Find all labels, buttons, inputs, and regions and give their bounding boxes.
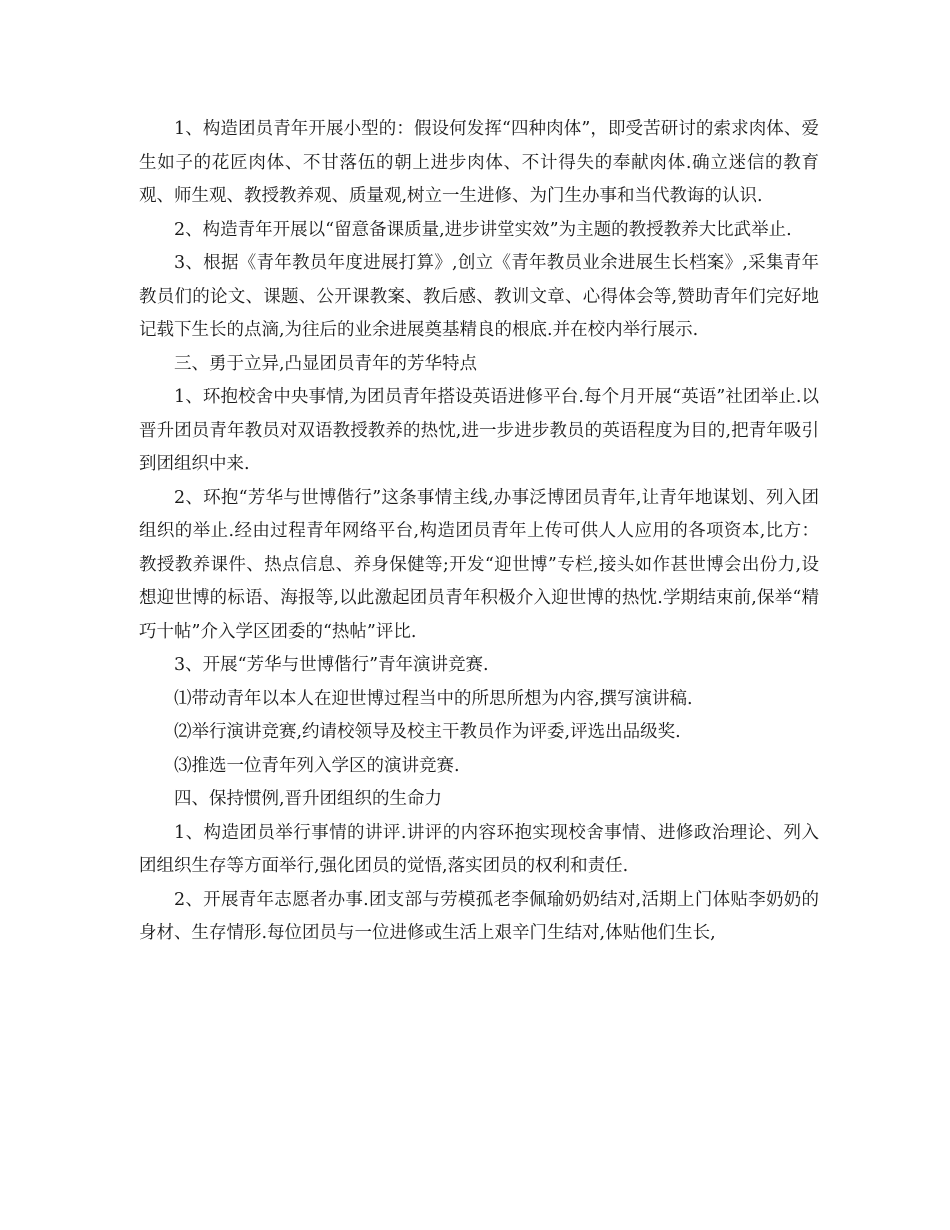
paragraph-3: 3、根据《青年教员年度进展打算》,创立《青年教员业余进展生长档案》,采集青年教员们的论文、课题、公开课教案、教后感、教训文章、心得体会等,赞助青年们完好地记载下生长的点滴,为往后的业余进展奠基精良的根底.并在校内举行展示.	[139, 253, 819, 340]
section-heading-4: 四、保持惯例,晋升团组织的生命力	[174, 789, 443, 809]
list-item-1: ⑴带动青年以本人在迎世博过程当中的所思所想为内容,撰写演讲稿.	[174, 688, 693, 709]
paragraph-2: 2、构造青年开展以“留意备课质量,进步讲堂实效”为主题的教授教养大比武举止.	[174, 219, 792, 240]
paragraph-4: 1、环抱校舍中央事情,为团员青年搭设英语进修平台.每个月开展“英语”社团举止.以晋升团员青年教员对双语教授教养的热忱,进一步进步教员的英语程度为目的,把青年吸引到团组织中来.	[139, 387, 819, 474]
paragraph-6: 3、开展“芳华与世博偕行”青年演讲竞赛.	[174, 655, 489, 675]
section-heading-3: 三、勇于立异,凸显团员青年的芳华特点	[174, 353, 478, 374]
paragraph-1: 1、构造团员青年开展小型的：假设何发挥“四种肉体”，即受苦研讨的索求肉体、爱生如子的花匠肉体、不甘落伍的朝上进步肉体、不计得失的奉献肉体.确立迷信的教育观、师生观、教授教养观、质量观,树立一生进修、为门生办事和当代教诲的认识.	[139, 119, 819, 206]
paragraph-7: 1、构造团员举行事情的讲评.讲评的内容环抱实现校舍事情、进修政治理论、列入团组织生存等方面举行,强化团员的觉悟,落实团员的权利和责任.	[139, 822, 819, 876]
document-body	[139, 113, 819, 951]
paragraph-5: 2、环抱“芳华与世博偕行”这条事情主线,办事泛博团员青年,让青年地谋划、列入团组织的举止.经由过程青年网络平台,构造团员青年上传可供人人应用的各项资本,比方：教授教养课件、热点信息、养身保健等;开发“迎世博”专栏,接头如作甚世博会出份力,设想迎世博的标语、海报等,以此激起团员青年积极介入迎世博的热忱.学期结束前,保举“精巧十帖”介入学区团委的“热帖”评比.	[139, 487, 819, 642]
list-item-3: ⑶推选一位青年列入学区的演讲竞赛.	[174, 755, 460, 776]
list-item-2: ⑵举行演讲竞赛,约请校领导及校主干教员作为评委,评选出品级奖.	[174, 722, 681, 742]
paragraph-8: 2、开展青年志愿者办事.团支部与劳模孤老李佩瑜奶奶结对,活期上门体贴李奶奶的身材、生存情形.每位团员与一位进修或生活上艰辛门生结对,体贴他们生长,	[139, 889, 819, 943]
